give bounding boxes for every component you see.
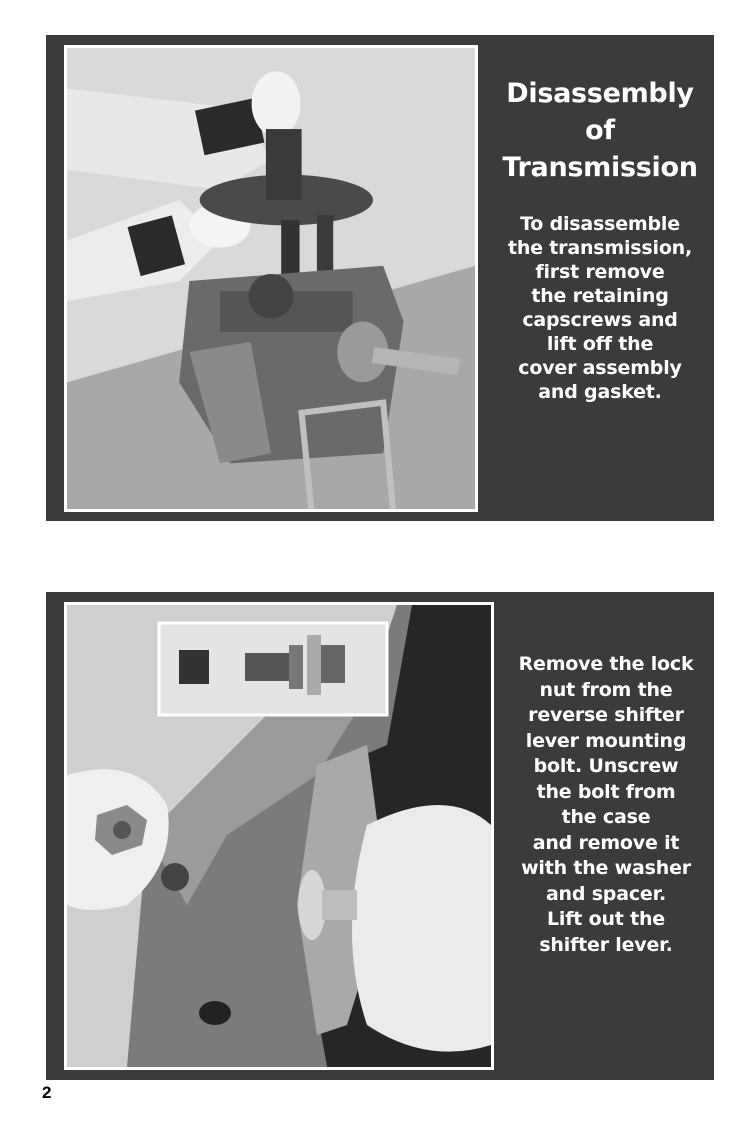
transmission-cover-removal-photo xyxy=(67,48,475,509)
title-line: Disassembly xyxy=(506,78,694,109)
photo-frame-shifter-lever xyxy=(64,602,494,1070)
text-line: cover assembly xyxy=(518,357,682,379)
text-line: the case xyxy=(561,806,651,828)
text-line: lever mounting xyxy=(525,729,687,752)
text-line: the retaining xyxy=(531,285,669,307)
instruction-text xyxy=(498,652,714,958)
text-line: the transmission, xyxy=(507,237,693,259)
text-line: the bolt from xyxy=(536,780,676,803)
text-line: To disassemble xyxy=(520,213,680,235)
text-line: bolt. Unscrew xyxy=(533,755,679,777)
text-line: reverse shifter xyxy=(528,704,684,726)
title-line: Transmission xyxy=(502,152,698,183)
text-line: first remove xyxy=(535,261,665,283)
bottom-caption xyxy=(498,652,714,958)
text-line: Lift out the xyxy=(547,908,665,930)
instruction-text xyxy=(486,212,714,404)
section-title xyxy=(486,75,714,186)
text-line: Remove the lock xyxy=(518,653,694,675)
text-line: and spacer. xyxy=(545,882,667,905)
bottom-panel xyxy=(46,592,714,1080)
text-line: nut from the xyxy=(539,678,673,701)
shifter-lever-bolt-photo xyxy=(67,605,491,1067)
text-line: and gasket. xyxy=(538,381,662,403)
text-line: shifter lever. xyxy=(539,933,673,956)
top-panel xyxy=(46,35,714,521)
title-line: of xyxy=(585,115,615,146)
page-number: 2 xyxy=(42,1083,52,1102)
text-line: with the washer xyxy=(521,857,691,879)
photo-frame-transmission xyxy=(64,45,478,512)
text-line: lift off the xyxy=(546,333,654,355)
text-line: capscrews and xyxy=(522,309,678,331)
top-caption xyxy=(486,75,714,404)
text-line: and remove it xyxy=(532,831,680,854)
